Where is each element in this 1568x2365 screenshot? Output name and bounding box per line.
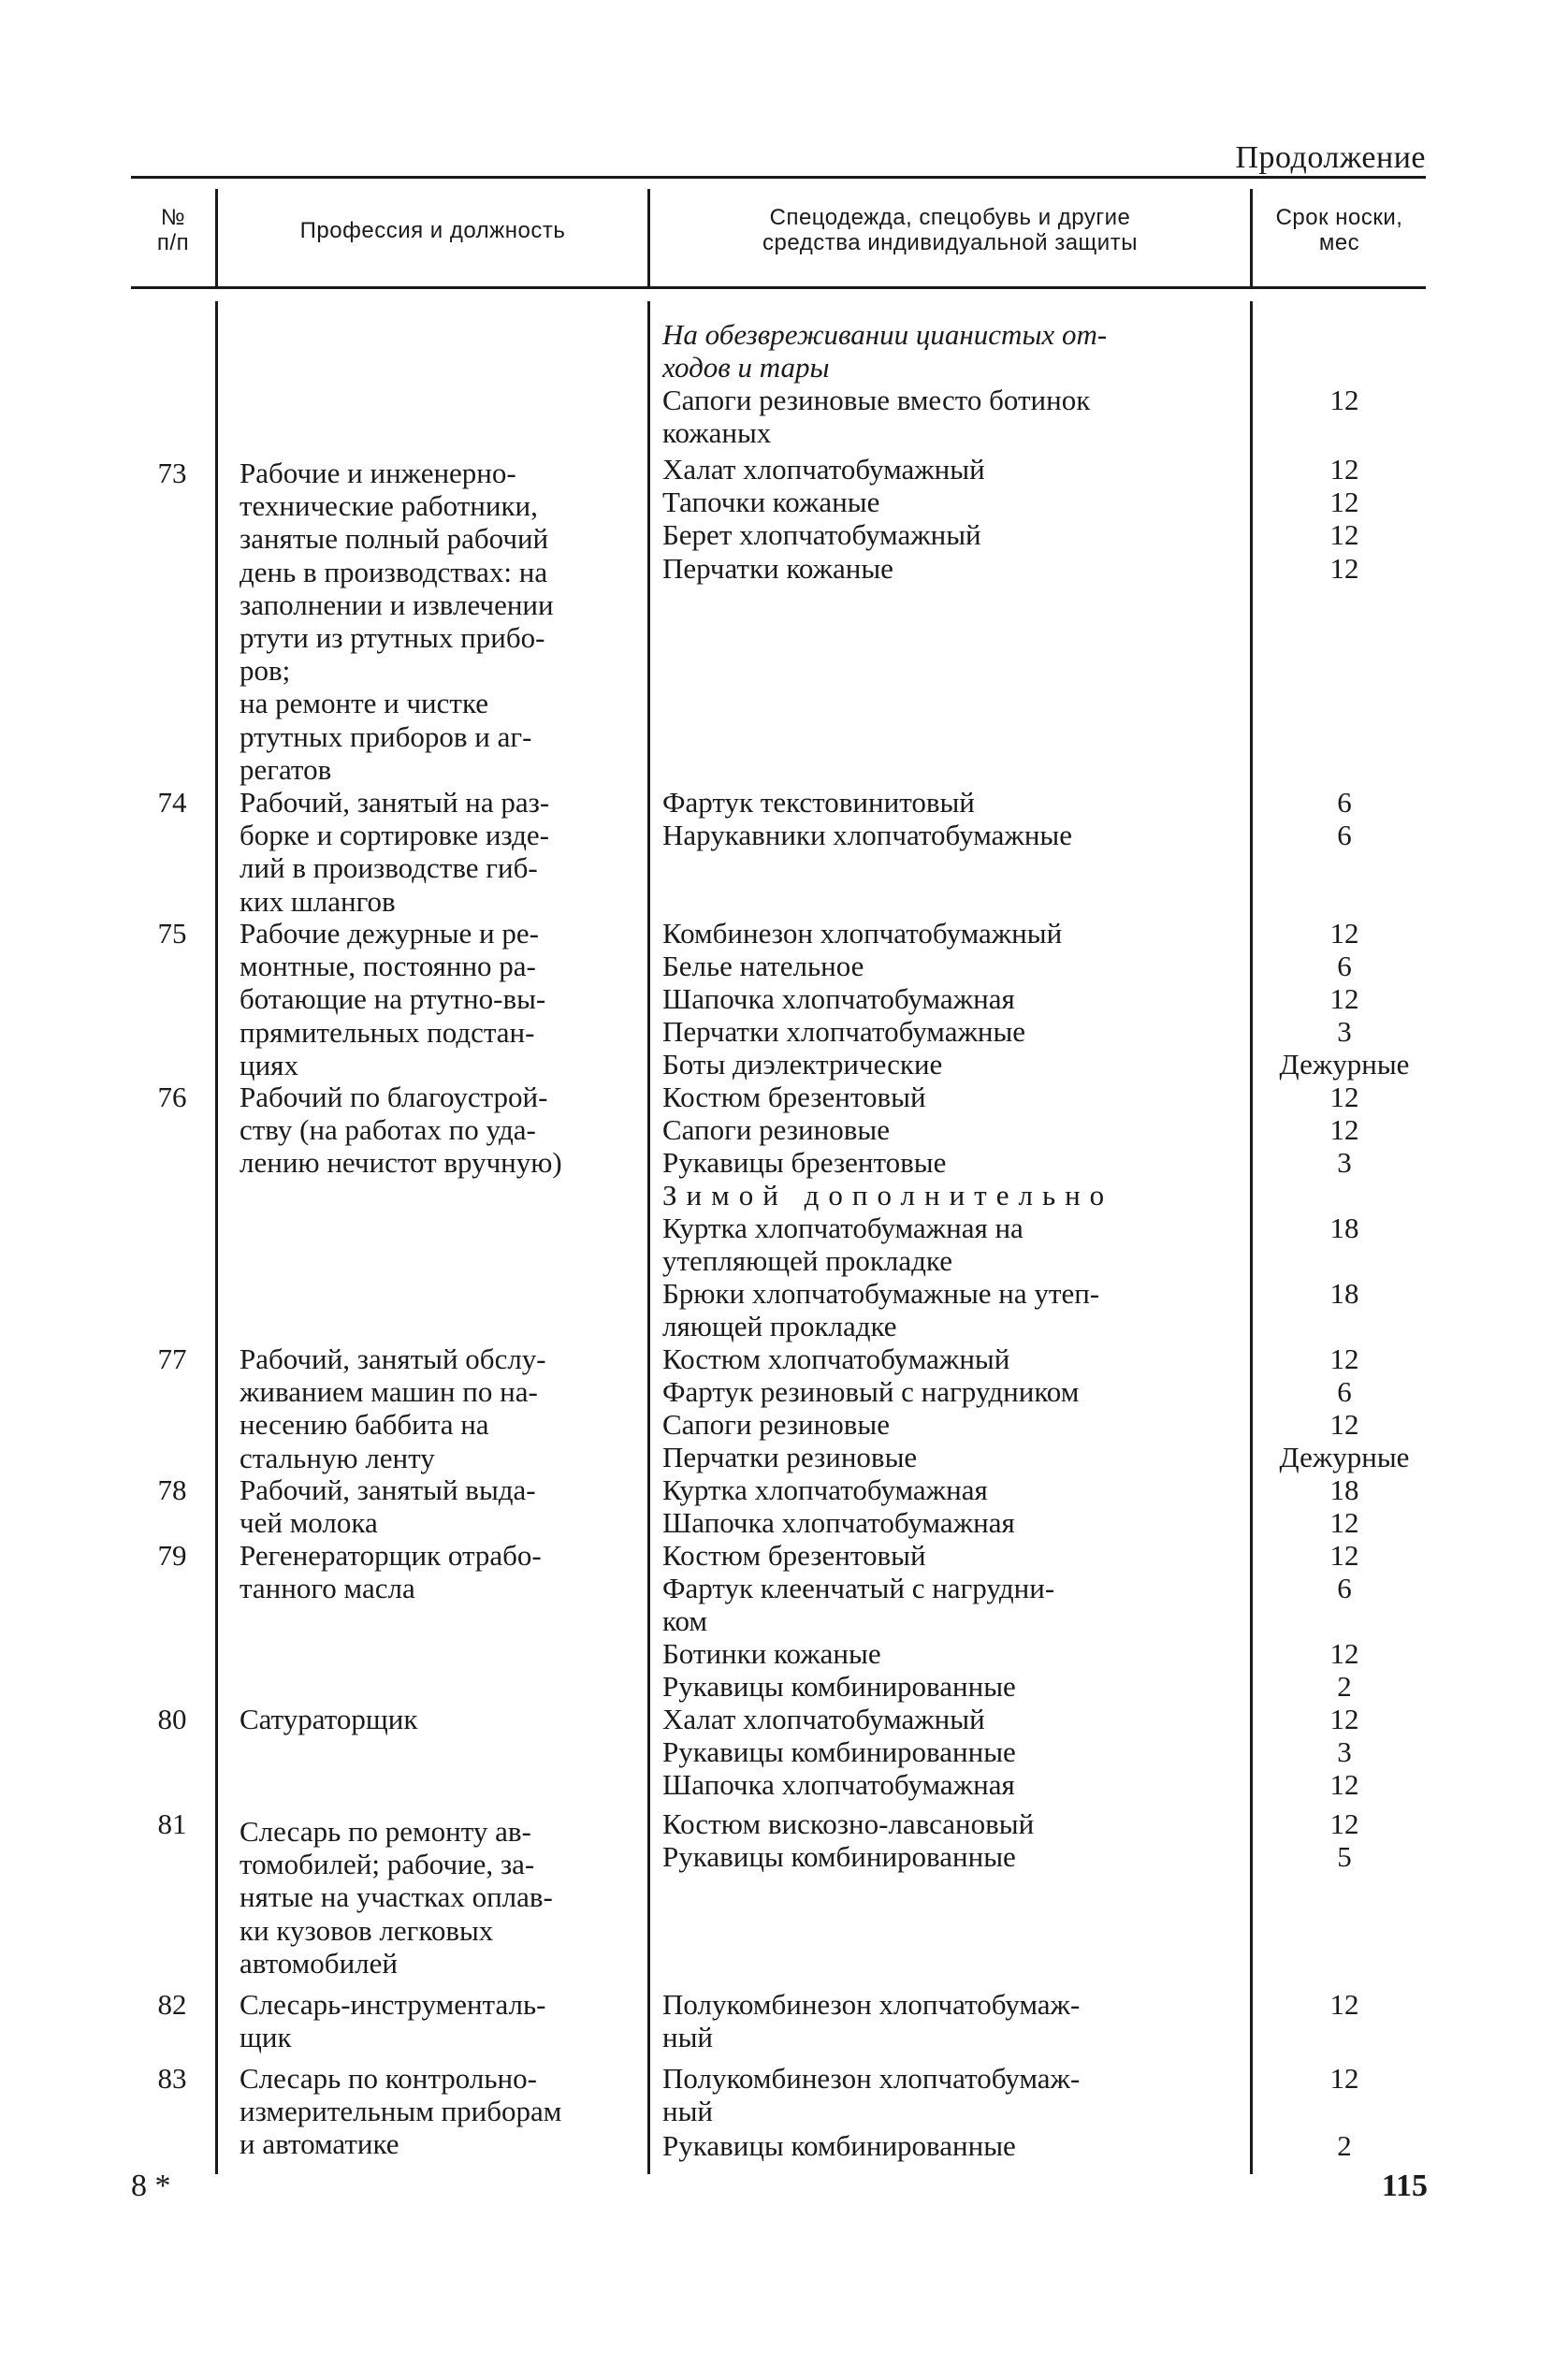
- table-top-rule: [131, 176, 1426, 179]
- equipment-item: Шапочка хлопчатобумажная: [662, 1768, 1015, 1801]
- header-number: № п/п: [156, 205, 190, 255]
- row-number: 75: [157, 917, 187, 950]
- header-term: Срок носки, мес: [1275, 205, 1403, 255]
- profession-text: Рабочие и инженерно- технические работники, занятые полный рабочий день в производствах: на заполнении и извлечении ртути из ртутных прибо- ров; на ремонте и чистке ртутных приборов и аг- регатов: [240, 457, 554, 786]
- profession-text: Сатураторщик: [240, 1703, 418, 1735]
- body-divider-3: [1250, 301, 1253, 2174]
- term-value: 12: [1329, 1113, 1359, 1146]
- equipment-item: Комбинезон хлопчатобумажный: [662, 917, 1063, 950]
- equipment-item: Брюки хлопчатобумажные на утеп- ляющей прокладке: [662, 1277, 1100, 1343]
- profession-text: Слесарь по ремонту ав- томобилей; рабочие, за- нятые на участках оплав- ки кузовов легковых автомобилей: [240, 1815, 553, 1980]
- term-value: 12: [1329, 453, 1359, 486]
- equipment-item: Фартук клеенчатый с нагрудни- ком: [662, 1572, 1055, 1638]
- protective-clothing-table: [131, 176, 1426, 2169]
- profession-text: Слесарь по контрольно- измерительным приборам и автоматике: [240, 2062, 562, 2161]
- winter-additional-heading: Зимой дополнительно: [662, 1179, 1114, 1212]
- profession-text: Слесарь-инструменталь- щик: [240, 1988, 546, 2054]
- row-number: 74: [157, 786, 187, 819]
- equipment-item: Перчатки кожаные: [662, 552, 893, 585]
- term-value: 6: [1337, 1375, 1352, 1408]
- row-number: 83: [157, 2062, 187, 2095]
- term-value: Дежурные: [1279, 1441, 1410, 1473]
- term-value: 12: [1329, 1703, 1359, 1735]
- equipment-item: Ботинки кожаные: [662, 1637, 881, 1670]
- equipment-item: Сапоги резиновые вместо ботинок кожаных: [662, 384, 1091, 450]
- header-equipment: Спецодежда, спецобувь и другие средства индивидуальной защиты: [762, 205, 1138, 255]
- term-value: 12: [1329, 518, 1359, 551]
- term-value: 12: [1329, 1637, 1359, 1670]
- body-divider-1: [215, 301, 218, 2174]
- equipment-item: Рукавицы комбинированные: [662, 2129, 1016, 2162]
- term-value: 12: [1329, 1539, 1359, 1572]
- equipment-item: Нарукавники хлопчатобумажные: [662, 819, 1072, 851]
- profession-text: Рабочий, занятый на раз- борке и сортировке изде- лий в производстве гиб- ких шлангов: [240, 786, 550, 918]
- term-value: 12: [1329, 384, 1359, 416]
- equipment-item: Фартук резиновый с нагрудником: [662, 1375, 1080, 1408]
- term-value: 18: [1329, 1212, 1359, 1244]
- equipment-item: Фартук текстовинитовый: [662, 786, 975, 819]
- equipment-item: Куртка хлопчатобумажная: [662, 1473, 988, 1506]
- profession-text: Регенераторщик отрабо- танного масла: [240, 1539, 542, 1605]
- term-value: 12: [1329, 1081, 1359, 1113]
- equipment-item: Сапоги резиновые: [662, 1113, 890, 1146]
- signature-mark: 8 *: [131, 2169, 171, 2203]
- term-value: 6: [1337, 950, 1352, 982]
- profession-text: Рабочие дежурные и ре- монтные, постоянно ра- ботающие на ртутно-вы- прямительных подстан- циях: [240, 917, 546, 1081]
- term-value: 12: [1329, 2062, 1359, 2095]
- term-value: 2: [1337, 1670, 1352, 1703]
- term-value: 18: [1329, 1473, 1359, 1506]
- equipment-item: Тапочки кожаные: [662, 486, 880, 518]
- equipment-item: Костюм брезентовый: [662, 1539, 926, 1572]
- row-number: 80: [157, 1703, 187, 1735]
- profession-text: Рабочий по благоустрой- ству (на работах по уда- лению нечистот вручную): [240, 1081, 562, 1180]
- term-value: 12: [1329, 1408, 1359, 1441]
- row-number: 82: [157, 1988, 187, 2021]
- equipment-item: Рукавицы комбинированные: [662, 1735, 1016, 1768]
- equipment-item: Костюм хлопчатобумажный: [662, 1342, 1010, 1375]
- page-number: 115: [1381, 2169, 1428, 2203]
- term-value: 12: [1329, 1807, 1359, 1840]
- row-number: 76: [157, 1081, 187, 1113]
- equipment-item: Куртка хлопчатобумажная на утепляющей прокладке: [662, 1212, 1024, 1278]
- term-value: 12: [1329, 486, 1359, 518]
- term-value: 18: [1329, 1277, 1359, 1310]
- row-number: 77: [157, 1342, 187, 1375]
- row-number: 79: [157, 1539, 187, 1572]
- equipment-item: Шапочка хлопчатобумажная: [662, 982, 1015, 1015]
- equipment-item: Халат хлопчатобумажный: [662, 453, 985, 486]
- equipment-item: Боты диэлектрические: [662, 1048, 943, 1081]
- term-value: 3: [1337, 1735, 1352, 1768]
- term-value: 12: [1329, 1988, 1359, 2021]
- equipment-section-heading: На обезвреживании цианистых от- ходов и тары: [662, 318, 1108, 384]
- row-number: 81: [157, 1807, 187, 1840]
- equipment-item: Берет хлопчатобумажный: [662, 518, 981, 551]
- continuation-label: Продолжение: [1235, 140, 1426, 175]
- body-divider-2: [647, 301, 650, 2174]
- equipment-item: Халат хлопчатобумажный: [662, 1703, 985, 1735]
- term-value: 6: [1337, 1572, 1352, 1604]
- equipment-item: Сапоги резиновые: [662, 1408, 890, 1441]
- term-value: 3: [1337, 1015, 1352, 1048]
- term-value: 5: [1337, 1840, 1352, 1873]
- term-value: 12: [1329, 1506, 1359, 1539]
- term-value: 12: [1329, 552, 1359, 585]
- equipment-item: Рукавицы комбинированные: [662, 1670, 1016, 1703]
- term-value: 3: [1337, 1146, 1352, 1179]
- header-profession: Профессия и должность: [299, 217, 566, 243]
- term-value: Дежурные: [1279, 1048, 1410, 1081]
- equipment-item: Полукомбинезон хлопчатобумаж- ный: [662, 2062, 1081, 2128]
- equipment-item: Костюм вискозно-лавсановый: [662, 1807, 1035, 1840]
- term-value: 12: [1329, 982, 1359, 1015]
- equipment-item: Рукавицы брезентовые: [662, 1146, 947, 1179]
- equipment-item: Перчатки хлопчатобумажные: [662, 1015, 1026, 1048]
- term-value: 12: [1329, 1342, 1359, 1375]
- term-value: 6: [1337, 819, 1352, 851]
- row-number: 78: [157, 1473, 187, 1506]
- profession-text: Рабочий, занятый выда- чей молока: [240, 1473, 536, 1540]
- equipment-item: Рукавицы комбинированные: [662, 1840, 1016, 1873]
- term-value: 12: [1329, 1768, 1359, 1801]
- equipment-item: Перчатки резиновые: [662, 1441, 918, 1473]
- equipment-item: Шапочка хлопчатобумажная: [662, 1506, 1015, 1539]
- term-value: 6: [1337, 786, 1352, 819]
- term-value: 12: [1329, 917, 1359, 950]
- term-value: 2: [1337, 2129, 1352, 2162]
- row-number: 73: [157, 457, 187, 489]
- equipment-item: Белье нательное: [662, 950, 864, 982]
- equipment-item: Костюм брезентовый: [662, 1081, 926, 1113]
- header-bottom-rule: [131, 286, 1426, 289]
- equipment-item: Полукомбинезон хлопчатобумаж- ный: [662, 1988, 1081, 2054]
- profession-text: Рабочий, занятый обслу- живанием машин по на- несению баббита на стальную ленту: [240, 1342, 546, 1474]
